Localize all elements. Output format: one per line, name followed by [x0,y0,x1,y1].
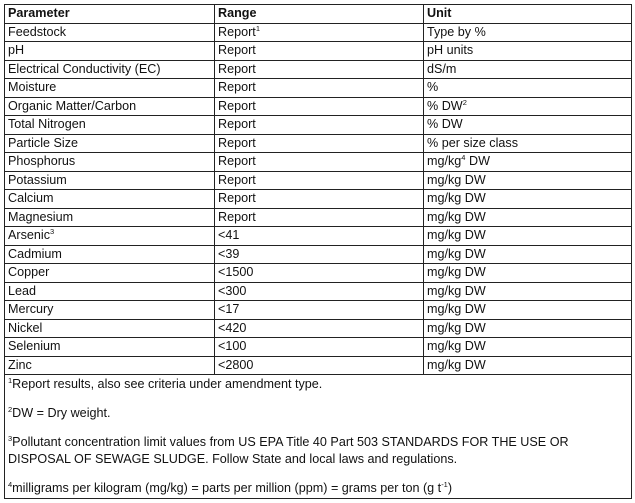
header-range: Range [215,5,424,24]
table-row [5,319,632,338]
parameter-cell: Mercury [5,301,215,320]
parameter-cell: Arsenic$^3$ [5,227,215,246]
parameter-cell: Total Nitrogen [5,116,215,135]
document-page [4,4,632,499]
table-row [5,227,632,246]
table-row [5,208,632,227]
unit-cell: mg/kg DW [424,227,632,246]
unit-cell: mg/kg DW [424,338,632,357]
parameter-cell: Electrical Conductivity (EC) [5,60,215,79]
unit-cell: mg/kg DW [424,171,632,190]
table-row [5,79,632,98]
table-row [5,171,632,190]
parameter-cell: Nickel [5,319,215,338]
unit-cell: mg/kg DW [424,264,632,283]
table-row [5,301,632,320]
table-row [5,153,632,172]
range-cell: <1500 [215,264,424,283]
range-cell: Report [215,208,424,227]
range-cell: Report$^1$ [215,23,424,42]
parameter-cell: Particle Size [5,134,215,153]
range-cell: Report [215,60,424,79]
footnote-2: $^2$DW = Dry weight. [8,405,111,420]
parameter-cell: Lead [5,282,215,301]
footnote-4: $^4$milligrams per kilogram (mg/kg) = parts per million (ppm) = grams per ton (g $t^{-1}$) [8,480,453,495]
table-row [5,116,632,135]
range-cell: Report [215,97,424,116]
header-row [5,5,632,24]
parameter-cell: Organic Matter/Carbon [5,97,215,116]
range-cell: <39 [215,245,424,264]
unit-cell: $mg/kg^4$ DW [424,153,632,172]
unit-cell: mg/kg DW [424,319,632,338]
table-row [5,264,632,283]
range-cell: Report [215,190,424,209]
range-cell: Report [215,79,424,98]
unit-cell: Type by % [424,23,632,42]
unit-cell: pH units [424,42,632,61]
range-cell: <420 [215,319,424,338]
parameter-cell: pH [5,42,215,61]
header-unit: Unit [424,5,632,24]
unit-cell: % per size class [424,134,632,153]
unit-cell: mg/kg DW [424,208,632,227]
footnote-row [5,375,632,499]
range-cell: <17 [215,301,424,320]
parameter-cell: Feedstock [5,23,215,42]
range-cell: <100 [215,338,424,357]
unit-cell: mg/kg DW [424,301,632,320]
unit-cell: % $DW^2$ [424,97,632,116]
range-cell: <41 [215,227,424,246]
table-row [5,60,632,79]
parameter-cell: Calcium [5,190,215,209]
table-row [5,356,632,375]
range-cell: <300 [215,282,424,301]
parameter-cell: Moisture [5,79,215,98]
footnote-1: $^1$Report results, also see criteria under amendment type. [8,376,323,391]
footnote-cell [5,375,632,499]
range-cell: <2800 [215,356,424,375]
range-cell: Report [215,42,424,61]
unit-cell: % DW [424,116,632,135]
footnotes [5,375,632,499]
table-row [5,97,632,116]
unit-cell: dS/m [424,60,632,79]
table-row [5,282,632,301]
table-row [5,23,632,42]
unit-cell: mg/kg DW [424,282,632,301]
unit-cell: % [424,79,632,98]
table-body [5,23,632,375]
parameter-cell: Copper [5,264,215,283]
table-row [5,134,632,153]
parameter-cell: Cadmium [5,245,215,264]
footnote-3: $^3$Pollutant concentration limit values from US EPA Title 40 Part 503 STANDARDS FOR THE USE OR DISPOSAL OF SEWAGE SLUDGE. Follow State and local laws and regulations. [8,434,569,466]
range-cell: Report [215,134,424,153]
table-row [5,42,632,61]
range-cell: Report [215,153,424,172]
parameter-table [4,4,632,499]
parameter-cell: Phosphorus [5,153,215,172]
parameter-cell: Potassium [5,171,215,190]
unit-cell: mg/kg DW [424,190,632,209]
range-cell: Report [215,171,424,190]
parameter-cell: Zinc [5,356,215,375]
table-row [5,190,632,209]
unit-cell: mg/kg DW [424,245,632,264]
parameter-cell: Magnesium [5,208,215,227]
header-parameter: Parameter [5,5,215,24]
parameter-cell: Selenium [5,338,215,357]
table-row [5,338,632,357]
range-cell: Report [215,116,424,135]
unit-cell: mg/kg DW [424,356,632,375]
table-row [5,245,632,264]
